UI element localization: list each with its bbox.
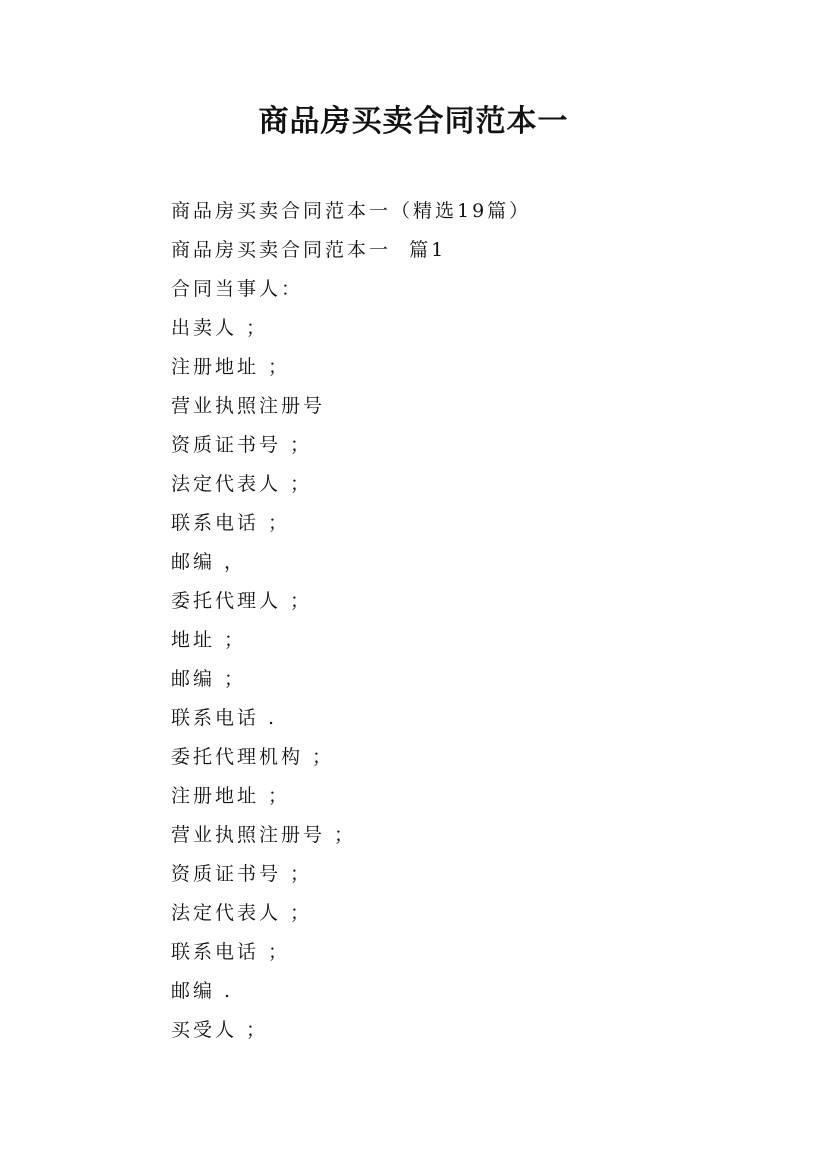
line-postcode: 邮编 ， bbox=[171, 551, 247, 573]
line-address: 地址 ； bbox=[171, 629, 247, 651]
line-buyer: 买受人 ； bbox=[171, 1019, 269, 1041]
line-subtitle: 商品房买卖合同范本一（精选19篇） bbox=[171, 200, 532, 222]
line-business-license: 营业执照注册号 bbox=[171, 395, 326, 417]
line-parties-heading: 合同当事人： bbox=[171, 278, 304, 300]
line-qualification-cert: 资质证书号 ； bbox=[171, 863, 313, 885]
line-seller: 出卖人 ； bbox=[171, 317, 269, 339]
document-title: 商品房买卖合同范本一 bbox=[258, 104, 569, 139]
line-postcode: 邮编 . bbox=[171, 980, 234, 1002]
line-legal-representative: 法定代表人 ； bbox=[171, 473, 313, 495]
line-agent: 委托代理人 ； bbox=[171, 590, 313, 612]
line-section-heading: 商品房买卖合同范本一 篇1 bbox=[171, 239, 447, 261]
line-registered-address: 注册地址 ； bbox=[171, 356, 291, 378]
line-agency: 委托代理机构 ； bbox=[171, 746, 335, 768]
line-qualification-cert: 资质证书号 ； bbox=[171, 434, 313, 456]
line-contact-phone: 联系电话 ； bbox=[171, 941, 291, 963]
line-business-license: 营业执照注册号 ； bbox=[171, 824, 357, 846]
line-registered-address: 注册地址 ； bbox=[171, 785, 291, 807]
line-legal-representative: 法定代表人 ； bbox=[171, 902, 313, 924]
document-body bbox=[171, 192, 771, 1050]
line-postcode: 邮编 ； bbox=[171, 668, 247, 690]
line-contact-phone: 联系电话 ； bbox=[171, 512, 291, 534]
line-contact-phone: 联系电话 . bbox=[171, 707, 278, 729]
